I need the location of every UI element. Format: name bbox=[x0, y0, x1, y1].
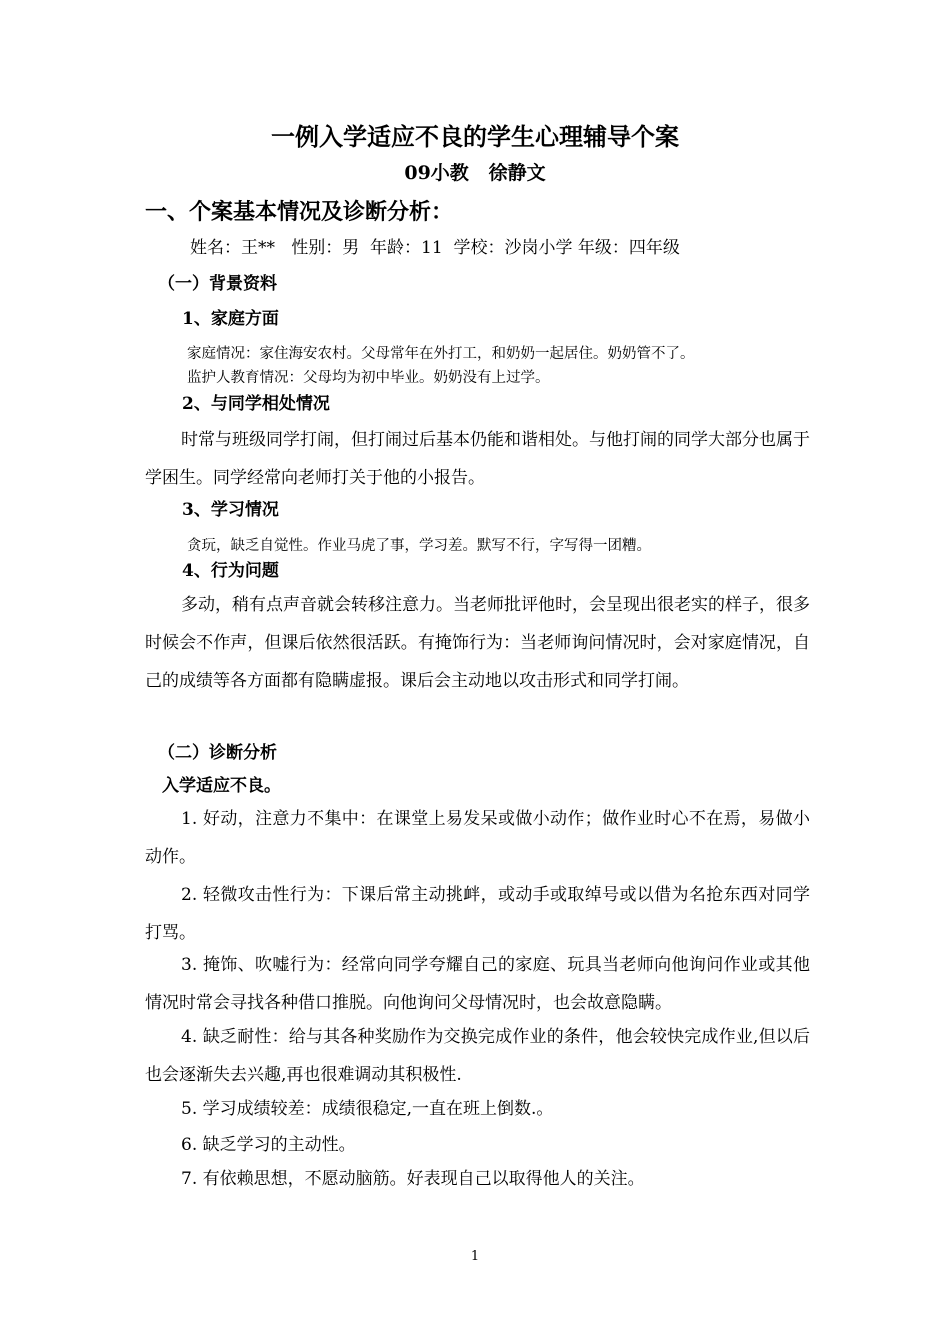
student-info: 姓名：王** 性别：男 年龄：11 学校：沙岗小学 年级：四年级 bbox=[190, 238, 680, 258]
classmates-paragraph: 时常与班级同学打闹，但打闹过后基本仍能和谐相处。与他打闹的同学大部分也属于学困生。同学经常向老师打关于他的小报告。 bbox=[145, 430, 810, 488]
diagnosis-summary: 入学适应不良。 bbox=[162, 776, 281, 796]
diagnosis-item-6: 6. 缺乏学习的主动性。 bbox=[181, 1135, 356, 1155]
guardian-education: 监护人教育情况：父母均为初中毕业。奶奶没有上过学。 bbox=[187, 370, 550, 386]
behavior-paragraph: 多动，稍有点声音就会转移注意力。当老师批评他时，会呈现出很老实的样子，很多时候会不作声，但课后依然很活跃。有掩饰行为：当老师询问情况时，会对家庭情况，自己的成绩等各方面都有隐瞒虚报。课后会主动地以攻击形式和同学打闹。 bbox=[145, 595, 810, 691]
diagnosis-item-4: 4. 缺乏耐性：给与其各种奖励作为交换完成作业的条件，他会较快完成作业,但以后也会逐渐失去兴趣,再也很难调动其积极性. bbox=[145, 1027, 810, 1085]
background-heading: （一）背景资料 bbox=[158, 274, 277, 294]
diagnosis-item-7: 7. 有依赖思想，不愿动脑筋。好表现自己以取得他人的关注。 bbox=[181, 1169, 645, 1189]
diagnosis-item-5: 5. 学习成绩较差：成绩很稳定,一直在班上倒数.。 bbox=[181, 1099, 554, 1119]
diagnosis-item-1: 1. 好动，注意力不集中：在课堂上易发呆或做小动作；做作业时心不在焉，易做小动作。 bbox=[145, 809, 810, 867]
document-title: 一例入学适应不良的学生心理辅导个案 bbox=[271, 122, 679, 151]
study-heading: 3、学习情况 bbox=[182, 500, 279, 520]
document-author: 09小教 徐静文 bbox=[404, 162, 546, 184]
classmates-heading: 2、与同学相处情况 bbox=[182, 394, 330, 414]
diagnosis-item-3: 3. 掩饰、吹嘘行为：经常向同学夸耀自己的家庭、玩具当老师向他询问作业或其他情况时常会寻找各种借口推脱。向他询问父母情况时，也会故意隐瞒。 bbox=[145, 955, 810, 1013]
diagnosis-heading: （二）诊断分析 bbox=[158, 743, 277, 763]
family-heading: 1、家庭方面 bbox=[182, 309, 279, 329]
page-number: 1 bbox=[470, 1249, 480, 1264]
section-heading-1: 一、个案基本情况及诊断分析： bbox=[145, 199, 454, 225]
family-situation: 家庭情况：家住海安农村。父母常年在外打工，和奶奶一起居住。奶奶管不了。 bbox=[187, 346, 695, 362]
behavior-heading: 4、行为问题 bbox=[182, 561, 279, 581]
diagnosis-item-2: 2. 轻微攻击性行为：下课后常主动挑衅，或动手或取绰号或以借为名抢东西对同学打骂。 bbox=[145, 885, 810, 943]
study-paragraph: 贪玩，缺乏自觉性。作业马虎了事，学习差。默写不行，字写得一团糟。 bbox=[187, 538, 651, 554]
